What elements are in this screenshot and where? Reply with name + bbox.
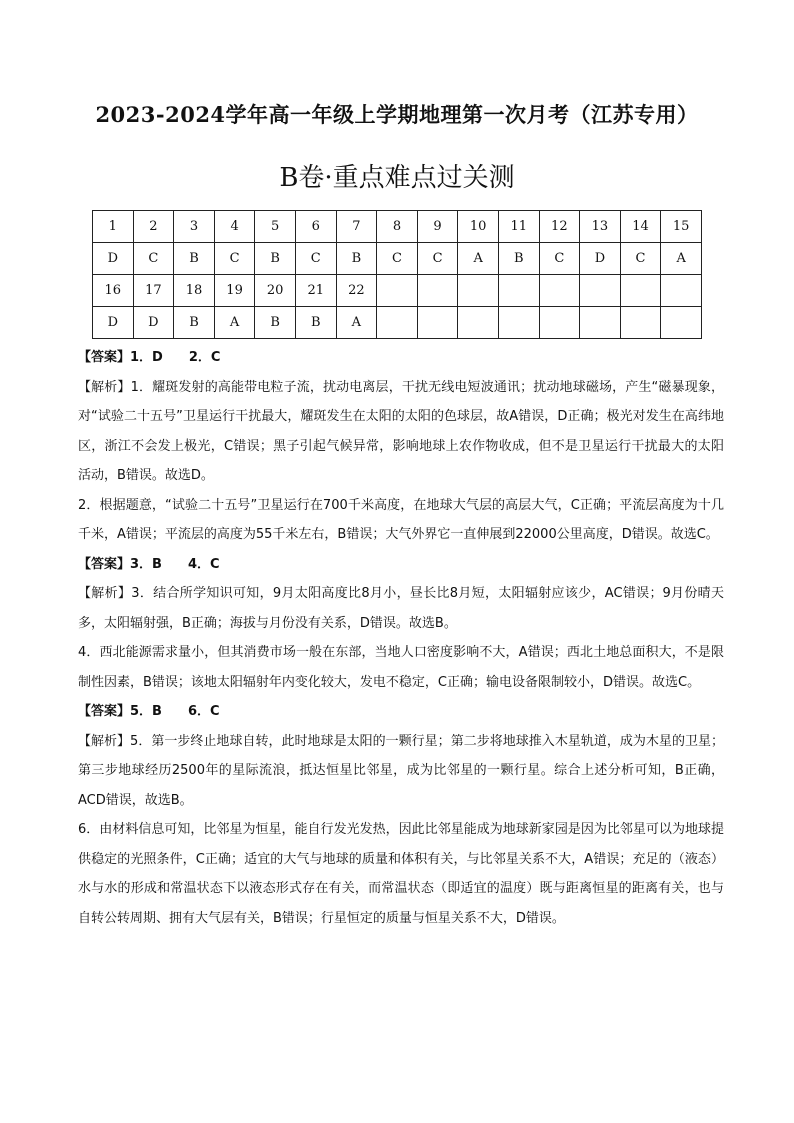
answer-cell: C — [214, 243, 255, 275]
question-number-cell: 12 — [539, 211, 580, 243]
answer-cell — [377, 307, 418, 339]
explanation-body — [78, 343, 724, 933]
answer-cell: D — [580, 243, 621, 275]
answer-cell: A — [336, 307, 377, 339]
question-number-cell: 15 — [661, 211, 702, 243]
answer-cell: C — [295, 243, 336, 275]
answer-cell: B — [255, 307, 296, 339]
explanation-paragraph: 6．由材料信息可知，比邻星为恒星，能自行发光发热，因此比邻星能成为地球新家园是因为比邻星可以为地球提供稳定的光照条件，C正确；适宜的大气与地球的质量和体积有关，与比邻星关系不大，A错误；充足的（液态）水与水的形成和常温状态下以液态形式存在有关，而常温状态（即适宜的温度）既与距离恒星的距离有关，也与自转公转周期、拥有大气层有关，B错误；行星恒定的质量与恒星关系不大，D错误。 — [78, 822, 724, 926]
question-number-cell: 14 — [620, 211, 661, 243]
answer-cell: C — [620, 243, 661, 275]
answer-cell: C — [539, 243, 580, 275]
question-number-cell: 18 — [174, 275, 215, 307]
answer-cell — [417, 307, 458, 339]
answer-cell: C — [417, 243, 458, 275]
question-number-cell: 4 — [214, 211, 255, 243]
explanation-paragraph: 【解析】3．结合所学知识可知，9月太阳高度比8月小，昼长比8月短，太阳辐射应该少，AC错误；9月份晴天多，太阳辐射强，B正确；海拔与月份没有关系，D错误。故选B。 — [78, 586, 724, 631]
question-number-cell — [498, 275, 539, 307]
answer-row — [93, 243, 702, 275]
question-number-row — [93, 275, 702, 307]
answer-cell: B — [336, 243, 377, 275]
answer-cell: C — [377, 243, 418, 275]
answer-cell — [498, 307, 539, 339]
answer-key-table — [92, 210, 702, 339]
question-number-cell: 19 — [214, 275, 255, 307]
answer-row — [93, 307, 702, 339]
document-title: 2023-2024学年高一年级上学期地理第一次月考（江苏专用） — [95, 102, 699, 127]
answer-cell: B — [295, 307, 336, 339]
question-number-cell: 3 — [174, 211, 215, 243]
question-number-cell: 7 — [336, 211, 377, 243]
question-number-cell: 1 — [93, 211, 134, 243]
answer-cell: D — [93, 307, 134, 339]
question-number-cell: 20 — [255, 275, 296, 307]
question-number-cell: 22 — [336, 275, 377, 307]
answer-cell — [458, 307, 499, 339]
answer-line: 【答案】3．B 4．C — [78, 556, 220, 572]
question-number-row — [93, 211, 702, 243]
question-number-cell: 16 — [93, 275, 134, 307]
question-number-cell: 9 — [417, 211, 458, 243]
explanation-paragraph: 4．西北能源需求量小，但其消费市场一般在东部，当地人口密度影响不大，A错误；西北土地总面积大，不是限制性因素，B错误；该地太阳辐射年内变化较大，发电不稳定，C正确；输电设备限制较小，D错误。故选C。 — [78, 645, 724, 690]
answer-cell — [620, 307, 661, 339]
answer-cell: B — [255, 243, 296, 275]
answer-cell — [539, 307, 580, 339]
question-number-cell — [377, 275, 418, 307]
answer-cell: A — [214, 307, 255, 339]
answer-cell — [580, 307, 621, 339]
question-number-cell: 21 — [295, 275, 336, 307]
answer-cell: B — [174, 243, 215, 275]
answer-line: 【答案】1．D 2．C — [78, 350, 221, 365]
answer-cell: A — [458, 243, 499, 275]
question-number-cell: 17 — [133, 275, 174, 307]
question-number-cell — [580, 275, 621, 307]
question-number-cell: 8 — [377, 211, 418, 243]
question-number-cell — [661, 275, 702, 307]
question-number-cell: 6 — [295, 211, 336, 243]
answer-cell: B — [498, 243, 539, 275]
question-number-cell — [458, 275, 499, 307]
question-number-cell: 13 — [580, 211, 621, 243]
explanation-paragraph: 【解析】5．第一步终止地球自转，此时地球是太阳的一颗行星；第二步将地球推入木星轨道，成为木星的卫星；第三步地球经历2500年的星际流浪，抵达恒星比邻星，成为比邻星的一颗行星。综合上述分析可知，B正确，ACD错误，故选B。 — [78, 733, 724, 808]
answer-cell: D — [93, 243, 134, 275]
answer-cell — [661, 307, 702, 339]
question-number-cell — [620, 275, 661, 307]
answer-cell: C — [133, 243, 174, 275]
answer-cell: B — [174, 307, 215, 339]
answer-cell: A — [661, 243, 702, 275]
question-number-cell: 11 — [498, 211, 539, 243]
question-number-cell: 5 — [255, 211, 296, 243]
question-number-cell — [417, 275, 458, 307]
explanation-paragraph: 2．根据题意，“试验二十五号”卫星运行在700千米高度，在地球大气层的高层大气，C正确；平流层高度为十几千米，A错误；平流层的高度为55千米左右，B错误；大气外界它一直伸展到22000公里高度，D错误。故选C。 — [78, 497, 724, 542]
question-number-cell — [539, 275, 580, 307]
question-number-cell: 2 — [133, 211, 174, 243]
explanation-paragraph: 【解析】1．耀斑发射的高能带电粒子流，扰动电离层，干扰无线电短波通讯；扰动地球磁场，产生“磁暴现象，对“试验二十五号”卫星运行干扰最大，耀斑发生在太阳的太阳的色球层，故A错误，D正确；极光对发生在高纬地区，浙江不会发上极光，C错误；黑子引起气候异常，影响地球上农作物收成，但不是卫星运行干扰最大的太阳活动，B错误。故选D。 — [78, 379, 724, 483]
answer-cell: D — [133, 307, 174, 339]
answer-line: 【答案】5．B 6．C — [78, 704, 220, 719]
question-number-cell: 10 — [458, 211, 499, 243]
document-subtitle: B卷·重点难点过关测 — [279, 163, 515, 193]
